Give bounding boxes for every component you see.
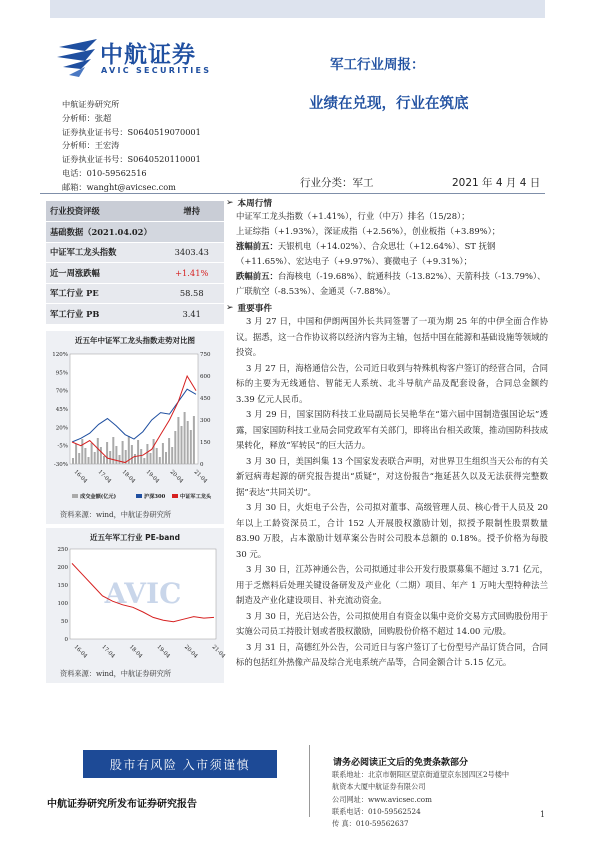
brand-name-en: AVIC SECURITIES (101, 66, 212, 75)
volume-bar (122, 441, 124, 464)
contact-line: 联系电话：010-59562524 (332, 806, 421, 816)
y2-tick-label: 600 (200, 373, 211, 380)
table-row-label: 近一周涨跌幅 (46, 263, 159, 284)
y-tick-label: 20% (55, 424, 68, 431)
analyst-line: 电话：010-59562516 (62, 167, 147, 178)
analyst-line: 分析师：张超 (62, 112, 112, 123)
volume-bar (115, 446, 117, 464)
volume-bar (103, 456, 105, 464)
website-link[interactable]: 公司网址：www.avicsec.com (332, 794, 432, 804)
x-tick-label: 16-04 (72, 468, 89, 485)
contact-line: 传 真：010-59562637 (332, 819, 409, 829)
contact-line: 联系地址：北京市朝阳区望京街道望京东园四区2号楼中 (332, 770, 510, 779)
analyst-info (62, 98, 201, 195)
top-banner-bar (50, 0, 545, 18)
report-title: 军工行业周报： (330, 57, 425, 73)
volume-bar (75, 444, 77, 464)
y-tick-label: 0 (64, 636, 68, 643)
y-tick-label: 70% (55, 388, 68, 395)
y-tick-label: 150 (57, 582, 68, 589)
header-divider (40, 193, 545, 194)
volume-bar (162, 443, 164, 464)
y-tick-label: 45% (55, 406, 68, 413)
volume-bar (109, 451, 111, 464)
arrow-right-icon: ➢ (226, 303, 234, 313)
legend-swatch (136, 494, 142, 498)
losers-label: 跌幅前五： (236, 271, 278, 281)
volume-bar (168, 438, 170, 464)
volume-bar (165, 452, 167, 464)
rating-table (46, 201, 224, 325)
gainers-text: 天银机电（+14.02%）、合众思壮（+12.64%）、ST 抚钢（+11.65%）、宏达电子（+9.97%）、赛微电子（+9.31%）； (236, 241, 496, 266)
volume-bar (177, 417, 179, 464)
legend-volume: 成交金额(亿元) (80, 493, 117, 500)
volume-bar (100, 447, 102, 464)
event-paragraph: 3 月 27 日，海格通信公告，公司近日收到与特殊机构客户签订的经营合同，合同标的主要为无线通信、智能无人系统、北斗导航产品及配套设备，合同总金额约 3.39 亿元人民币。 (236, 362, 548, 404)
volume-bar (150, 453, 152, 464)
volume-bar (146, 444, 148, 464)
disclaimer-title: 请务必阅读正文后的免责条款部分 (333, 758, 469, 768)
x-tick-label: 21-04 (192, 468, 209, 485)
y-tick-label: 100 (57, 600, 68, 607)
gainers-line (226, 239, 548, 269)
x-tick-label: 18-04 (120, 468, 137, 485)
volume-bar (84, 448, 86, 464)
table-row-label: 中证军工龙头指数 (46, 242, 159, 263)
losers-line (226, 269, 548, 299)
main-content (226, 197, 548, 671)
rating-label: 行业投资评级 (46, 201, 159, 222)
industry-classification: 行业分类：军工 (300, 177, 374, 189)
volume-bar (171, 447, 173, 464)
volume-bar (193, 416, 195, 464)
volume-bar (81, 439, 83, 464)
brand-name-cn: 中航证券 (100, 42, 196, 68)
contact-info (332, 769, 509, 830)
basic-data-label: 基础数据（2021.04.02） (46, 222, 224, 243)
y-tick-label: -30% (53, 461, 68, 468)
legend-swatch (72, 494, 78, 498)
volume-bar (94, 452, 96, 464)
y-tick-label: 50 (61, 618, 68, 625)
rating-value: 增持 (159, 201, 224, 222)
x-tick-label: 16-04 (72, 643, 89, 660)
chart-title: 近五年军工行业 PE-band (90, 532, 180, 542)
analyst-email-link[interactable]: 邮箱：wanght@avicsec.com (62, 181, 176, 192)
section-header (226, 197, 548, 209)
volume-bar (187, 421, 189, 464)
y-tick-label: 250 (57, 546, 68, 553)
report-date: 2021 年 4 月 4 日 (452, 177, 541, 189)
x-tick-label: 17-04 (100, 643, 116, 660)
volume-bar (106, 442, 108, 464)
y-tick-label: -5% (57, 443, 68, 450)
losers-text: 台海核电（-19.68%）、皖通科技（-13.82%）、天箭科技（-13.79%）、广联航空（-8.53%）、金通灵（-7.88%）。 (236, 271, 546, 296)
y-tick-label: 200 (57, 564, 68, 571)
table-row-value: 3.41 (159, 304, 224, 325)
market-line: 上证综指（+1.93%），深证成指（+2.56%），创业板指（+3.89%）； (236, 226, 501, 236)
chart-source: 资料来源：wind，中航证券研究所 (60, 509, 172, 519)
footer-brand: 中航证券研究所发布证券研究报告 (47, 799, 197, 810)
volume-bar (134, 454, 136, 464)
volume-bar (159, 457, 161, 464)
avic-watermark: AVIC (104, 576, 182, 610)
chart-title: 近五年中证军工龙头指数走势对比图 (75, 335, 195, 345)
contact-line: 航资本大厦中航证券有限公司 (332, 782, 426, 792)
x-tick-label: 21-04 (210, 643, 227, 660)
section-title: 重要事件 (237, 304, 272, 314)
x-tick-label: 20-04 (182, 643, 199, 660)
event-paragraph: 3 月 29 日，国家国防科技工业局副局长吴艳华在“第六届中国制造强国论坛”透露，国家国防科技工业局会同党政军有关部门，即将出台相关政策，推动国防科技成果转化，释放“军转民”的巨大活力。 (236, 409, 548, 450)
x-tick-label: 19-04 (155, 643, 171, 660)
x-tick-label: 20-04 (168, 468, 185, 485)
footer-divider (309, 745, 310, 817)
table-row-value: 3403.43 (159, 242, 224, 263)
volume-bar (190, 430, 192, 464)
x-tick-label: 19-04 (144, 468, 161, 485)
volume-bar (88, 457, 90, 464)
volume-bar (181, 426, 183, 464)
legend-hs300: 沪深300 (144, 493, 166, 500)
volume-bar (91, 443, 93, 464)
report-subtitle: 业绩在兑现，行业在筑底 (309, 96, 469, 112)
volume-bar (119, 455, 121, 464)
left-sidebar (46, 201, 227, 683)
event-paragraph: 3 月 31 日，高德红外公告，公司近日与客户签订了七份型号产品订货合同，合同标的包括红外热像产品及综合光电系统产品等，合同金额合计 5.15 亿元。 (236, 641, 548, 667)
table-row-value: +1.41% (159, 263, 224, 284)
volume-bar (137, 440, 139, 464)
analyst-line: 证券执业证书号：S0640520110001 (62, 154, 201, 165)
y2-tick-label: 300 (200, 417, 211, 424)
event-paragraph: 3 月 30 日，火炬电子公告，公司拟对董事、高级管理人员、核心骨干人员及 20 年以上工龄资深员工，合计 152 人开展股权激励计划，拟授予限制性股票数量 83.90 万股，占本激励计划草案公告时公司股本总额的 0.18%。授予价格为每股 30 元。 (236, 502, 548, 559)
analyst-line: 分析师：王宏涛 (62, 140, 120, 151)
y-tick-label: 120% (52, 351, 68, 358)
volume-bar (156, 448, 158, 464)
x-tick-label: 17-04 (96, 468, 113, 485)
event-paragraph: 3 月 30 日，美国纠集 13 个国家发表联合声明，对世界卫生组织当天公布的有关新冠病毒起源的研究报告提出“质疑”，对这份报告“拖延甚久以及无法获得完整数据”表达“共同关切”。 (236, 455, 548, 497)
y2-tick-label: 150 (200, 439, 211, 446)
volume-bar (143, 458, 145, 464)
gainers-label: 涨幅前五： (236, 241, 278, 251)
volume-bar (131, 445, 133, 464)
volume-bar (174, 431, 176, 464)
page-number: 1 (540, 810, 546, 819)
index-trend-chart (48, 346, 222, 506)
chart-source: 资料来源：wind，中航证券研究所 (60, 668, 172, 678)
event-paragraph: 3 月 30 日，江苏神通公告，公司拟通过非公开发行股票募集不超过 3.71 亿元，用于乏燃料后处理关键设备研发及产业化（二期）项目、年产 1 万吨大型特种法兰制造及产业化建设项目、补充流动资金。 (236, 564, 548, 605)
legend-defense: 中证军工龙头 (180, 493, 212, 500)
y-tick-label: 95% (55, 369, 68, 376)
table-row-label: 军工行业 PE (46, 283, 159, 304)
arrow-right-icon: ➢ (226, 198, 234, 208)
volume-bar (78, 453, 80, 464)
volume-bar (72, 458, 74, 464)
table-row-value: 58.58 (159, 283, 224, 304)
section-header (226, 302, 548, 314)
volume-bar (97, 438, 99, 464)
risk-warning-banner: 股市有风险 入市须谨慎 (83, 750, 277, 778)
pe-chart-panel (46, 528, 227, 683)
volume-bar (153, 439, 155, 464)
market-line: 中证军工龙头指数（+1.41%），行业（中万）排名（15/28）； (236, 211, 470, 221)
y2-tick-label: 750 (200, 351, 211, 358)
analyst-line: 证券执业证书号：S0640519070001 (62, 126, 201, 137)
volume-bar (140, 449, 142, 464)
table-row-label: 军工行业 PB (46, 304, 159, 325)
y2-tick-label: 0 (200, 461, 204, 468)
legend-swatch (172, 494, 178, 498)
y2-tick-label: 450 (200, 395, 211, 402)
index-chart-panel (46, 331, 224, 524)
event-paragraph: 3 月 30 日，光启达公告，公司拟使用自有资金以集中竞价交易方式回购股份用于实施公司员工持股计划或者股权激励，回购股份价格不超过 14.00 元/股。 (236, 610, 548, 636)
event-paragraph: 3 月 27 日，中国和伊朗两国外长共同签署了一项为期 25 年的中伊全面合作协议。据悉，这一合作协议将以经济内容为主轴，包括中国在能源和基础设施等领域的投资。 (236, 316, 548, 357)
section-title: 本周行情 (237, 199, 272, 209)
x-tick-label: 18-04 (127, 643, 144, 660)
analyst-line: 中航证券研究所 (62, 99, 120, 109)
pe-band-chart (48, 543, 227, 665)
volume-bar (184, 412, 186, 464)
